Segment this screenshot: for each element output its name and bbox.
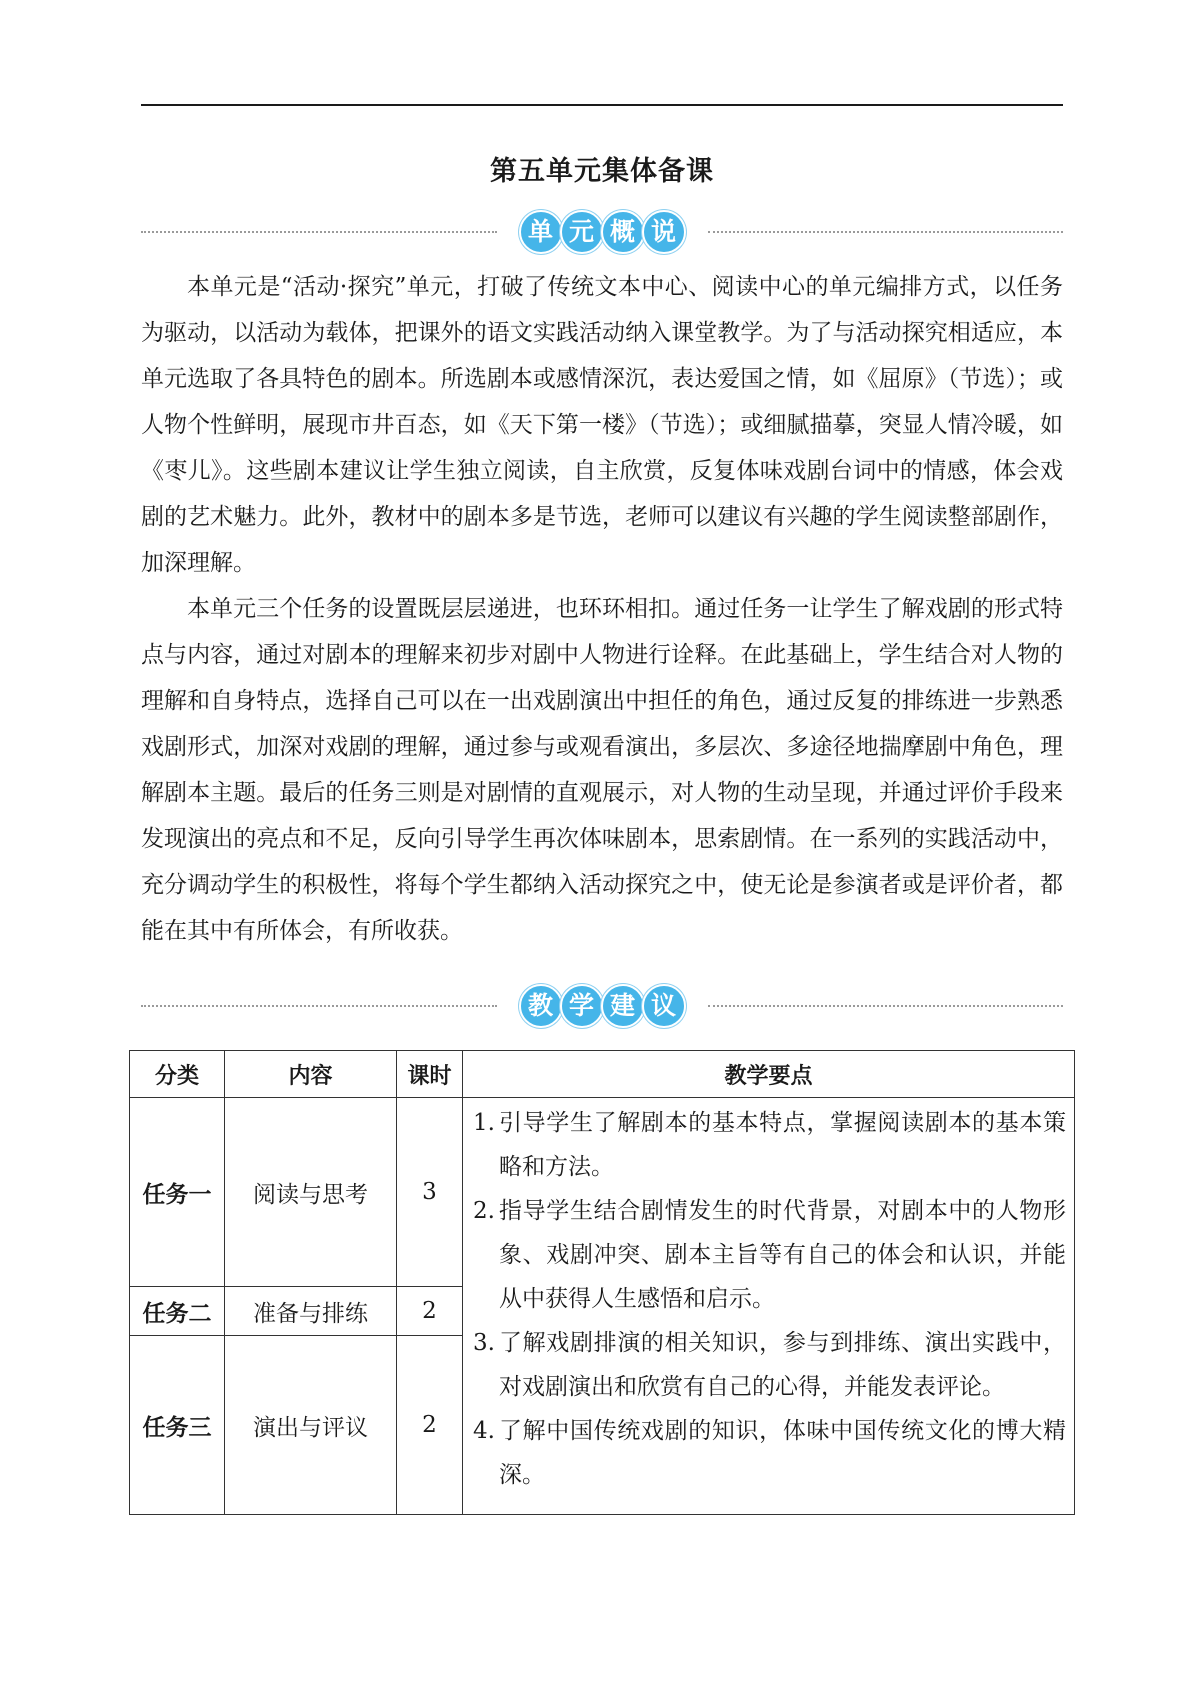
key-point-number: 2. [473, 1198, 495, 1224]
dotted-divider-left [141, 231, 497, 233]
overview-heading-badges [519, 210, 686, 254]
overview-paragraph: 本单元是“活动·探究”单元，打破了传统文本中心、阅读中心的单元编排方式，以任务为驱动，以活动为载体，把课外的语文实践活动纳入课堂教学。为了与活动探究相适应，本单元选取了各具特色的剧本。所选剧本或感情深沉，表达爱国之情，如《屈原》（节选）；或人物个性鲜明，展现市井百态，如《天下第一楼》（节选）；或细腻描摹，突显人情冷暖，如《枣儿》。这些剧本建议让学生独立阅读，自主欣赏，反复体味戏剧台词中的情感，体会戏剧的艺术魅力。此外，教材中的剧本多是节选，老师可以建议有兴趣的学生阅读整部剧作，加深理解。 [141, 274, 1063, 576]
dotted-divider-left [141, 1005, 497, 1007]
page-title: 第五单元集体备课 [490, 156, 714, 187]
header-category: 分类 [130, 1051, 225, 1098]
key-point-text: 指导学生结合剧情发生的时代背景，对剧本中的人物形象、戏剧冲突、剧本主旨等有自己的体会和认识，并能从中获得人生感悟和启示。 [499, 1198, 1066, 1312]
key-points-cell [463, 1098, 1075, 1515]
task-category: 任务二 [130, 1287, 225, 1336]
header-key-points: 教学要点 [463, 1051, 1075, 1098]
key-point-text: 了解中国传统戏剧的知识，体味中国传统文化的博大精深。 [499, 1418, 1066, 1488]
task-content: 演出与评议 [225, 1336, 397, 1515]
table-header-row [130, 1051, 1075, 1098]
dotted-divider-right [708, 231, 1064, 233]
heading-badge-char: 概 [601, 210, 645, 254]
key-point-item [473, 1409, 1066, 1497]
heading-badge-char: 学 [560, 984, 604, 1028]
task-category: 任务一 [130, 1098, 225, 1287]
teaching-plan-table [129, 1050, 1075, 1515]
heading-badge-char: 教 [519, 984, 563, 1028]
teaching-heading-badges [519, 984, 686, 1028]
overview-section-heading [141, 210, 1063, 254]
key-point-item [473, 1101, 1066, 1189]
key-point-number: 3. [473, 1330, 495, 1356]
top-rule [141, 104, 1063, 106]
task-content: 准备与排练 [225, 1287, 397, 1336]
key-point-item [473, 1321, 1066, 1409]
teaching-section-heading [141, 984, 1063, 1028]
task-category: 任务三 [130, 1336, 225, 1515]
header-content: 内容 [225, 1051, 397, 1098]
heading-badge-char: 议 [642, 984, 686, 1028]
task-hours: 2 [397, 1336, 463, 1515]
key-point-number: 1. [473, 1110, 495, 1136]
key-point-item [473, 1189, 1066, 1321]
heading-badge-char: 建 [601, 984, 645, 1028]
overview-body [141, 264, 1063, 954]
task-hours: 3 [397, 1098, 463, 1287]
heading-badge-char: 元 [560, 210, 604, 254]
heading-badge-char: 单 [519, 210, 563, 254]
key-point-text: 引导学生了解剧本的基本特点，掌握阅读剧本的基本策略和方法。 [499, 1110, 1066, 1180]
key-point-text: 了解戏剧排演的相关知识，参与到排练、演出实践中，对戏剧演出和欣赏有自己的心得，并能发表评论。 [499, 1330, 1066, 1400]
task-hours: 2 [397, 1287, 463, 1336]
task-content: 阅读与思考 [225, 1098, 397, 1287]
header-hours: 课时 [397, 1051, 463, 1098]
document-page [141, 0, 1066, 1515]
table-row [130, 1098, 1075, 1287]
key-point-number: 4. [473, 1418, 495, 1444]
heading-badge-char: 说 [642, 210, 686, 254]
overview-paragraph: 本单元三个任务的设置既层层递进，也环环相扣。通过任务一让学生了解戏剧的形式特点与内容，通过对剧本的理解来初步对剧中人物进行诠释。在此基础上，学生结合对人物的理解和自身特点，选择自己可以在一出戏剧演出中担任的角色，通过反复的排练进一步熟悉戏剧形式，加深对戏剧的理解，通过参与或观看演出，多层次、多途径地揣摩剧中角色，理解剧本主题。最后的任务三则是对剧情的直观展示，对人物的生动呈现，并通过评价手段来发现演出的亮点和不足，反向引导学生再次体味剧本，思索剧情。在一系列的实践活动中，充分调动学生的积极性，将每个学生都纳入活动探究之中，使无论是参演者或是评价者，都能在其中有所体会，有所收获。 [141, 596, 1063, 944]
dotted-divider-right [708, 1005, 1064, 1007]
